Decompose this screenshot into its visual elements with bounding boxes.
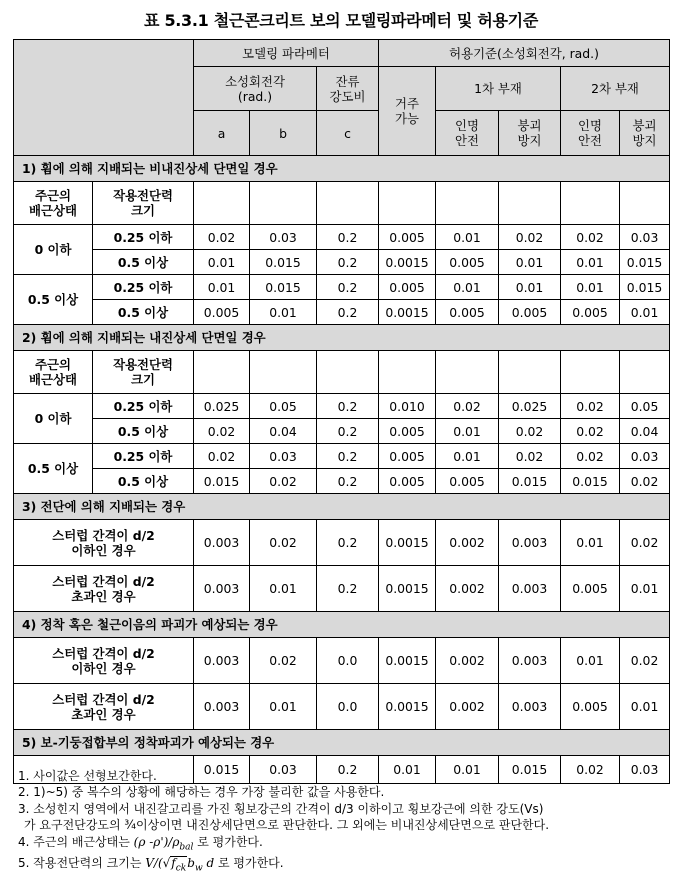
note-5-f: f <box>171 856 176 871</box>
value-cell: 0.02 <box>194 444 250 469</box>
note-5-w: w <box>194 863 203 874</box>
value-cell: 0.03 <box>250 756 317 784</box>
value-cell: 0.005 <box>499 300 561 325</box>
section2-shear-header <box>93 351 194 394</box>
table-row <box>14 469 670 494</box>
shear-level: 0.5 이상 <box>93 250 194 275</box>
value-cell: 0.02 <box>620 638 670 684</box>
value-cell: 0.0 <box>317 638 379 684</box>
value-cell: 0.05 <box>620 394 670 419</box>
stirrup-condition-line1: 스터럽 간격이 d/2 <box>52 645 155 661</box>
stirrup-condition <box>14 684 194 730</box>
value-cell: 0.01 <box>499 250 561 275</box>
value-cell: 0.003 <box>499 520 561 566</box>
value-cell: 0.015 <box>620 275 670 300</box>
blank-cell <box>561 182 620 225</box>
blank-cell <box>317 351 379 394</box>
value-cell: 0.005 <box>436 469 499 494</box>
table-row <box>14 444 670 469</box>
note-5-ck: ck <box>175 863 187 874</box>
header-occupancy-line1: 거주 <box>395 96 419 111</box>
header-residual-strength <box>317 67 379 111</box>
value-cell: 0.02 <box>436 394 499 419</box>
stirrup-condition <box>14 520 194 566</box>
value-cell: 0.2 <box>317 469 379 494</box>
value-cell: 0.03 <box>620 444 670 469</box>
header-cp-line1: 붕괴 <box>517 118 542 133</box>
value-cell: 0.01 <box>499 275 561 300</box>
value-cell: 0.0 <box>317 684 379 730</box>
blank-cell <box>250 182 317 225</box>
value-cell: 0.002 <box>436 566 499 612</box>
stirrup-condition-line1: 스터럽 간격이 d/2 <box>52 573 155 589</box>
value-cell: 0.04 <box>250 419 317 444</box>
value-cell: 0.0015 <box>379 638 436 684</box>
value-cell: 0.002 <box>436 638 499 684</box>
value-cell: 0.005 <box>436 300 499 325</box>
header-occupancy-line2: 가능 <box>395 111 419 126</box>
table-row <box>14 394 670 419</box>
footnotes <box>18 768 678 877</box>
value-cell: 0.02 <box>499 225 561 250</box>
section1-shear-header <box>93 182 194 225</box>
section3-title: 3) 전단에 의해 지배되는 경우 <box>14 494 670 520</box>
reinf-state: 0 이하 <box>14 225 93 275</box>
value-cell: 0.04 <box>620 419 670 444</box>
section1-reinf-header <box>14 182 93 225</box>
value-cell: 0.01 <box>436 275 499 300</box>
table-row <box>14 419 670 444</box>
note-5-formula-v: V/( <box>145 856 163 871</box>
section4-title: 4) 정착 혹은 철근이음의 파괴가 예상되는 경우 <box>14 612 670 638</box>
value-cell: 0.2 <box>317 250 379 275</box>
value-cell: 0.015 <box>194 469 250 494</box>
value-cell: 0.02 <box>194 225 250 250</box>
header-residual-line2: 강도비 <box>329 88 366 104</box>
reinf-header-line2: 배근상태 <box>29 372 77 387</box>
header-acceptance-criteria: 허용기준(소성회전각, rad.) <box>379 40 670 67</box>
header-immediate-occupancy <box>379 67 436 156</box>
value-cell: 0.01 <box>561 638 620 684</box>
header-primary-life-safety <box>436 111 499 156</box>
value-cell: 0.2 <box>317 756 379 784</box>
value-cell: 0.2 <box>317 225 379 250</box>
value-cell: 0.01 <box>436 444 499 469</box>
value-cell: 0.0015 <box>379 300 436 325</box>
blank-cell <box>317 182 379 225</box>
blank-cell <box>436 182 499 225</box>
shear-level: 0.25 이하 <box>93 394 194 419</box>
blank-cell <box>561 351 620 394</box>
reinf-header-line1: 주근의 <box>35 357 71 372</box>
header-ls2-line2: 안전 <box>578 133 602 148</box>
value-cell: 0.02 <box>499 444 561 469</box>
header-col-b: b <box>250 111 317 156</box>
value-cell: 0.005 <box>379 444 436 469</box>
header-col-c: c <box>317 111 379 156</box>
value-cell: 0.010 <box>379 394 436 419</box>
value-cell: 0.01 <box>561 275 620 300</box>
value-cell: 0.01 <box>620 684 670 730</box>
table-row <box>14 250 670 275</box>
value-cell: 0.01 <box>250 566 317 612</box>
blank-cell <box>379 182 436 225</box>
section2-reinf-header <box>14 351 93 394</box>
header-primary-member: 1차 부재 <box>436 67 561 111</box>
note-3b: 가 요구전단강도의 ¾이상이면 내진상세단면으로 판단한다. 그 외에는 비내진상세단면으로 판단한다. <box>24 818 550 833</box>
value-cell: 0.02 <box>499 419 561 444</box>
shear-header-line2: 크기 <box>131 203 155 218</box>
shear-level: 0.25 이하 <box>93 444 194 469</box>
reinf-state: 0 이하 <box>14 394 93 444</box>
value-cell: 0.015 <box>250 275 317 300</box>
value-cell: 0.005 <box>379 469 436 494</box>
note-3a: 3. 소성힌지 영역에서 내진갈고리를 가진 횡보강근의 간격이 d/3 이하이고 횡보강근에 의한 강도(Vs) <box>18 801 544 816</box>
value-cell: 0.05 <box>250 394 317 419</box>
header-ls2-line1: 인명 <box>578 118 602 133</box>
shear-level: 0.25 이하 <box>93 275 194 300</box>
note-5-prefix: 5. 작용전단력의 크기는 <box>18 856 142 871</box>
value-cell: 0.02 <box>250 638 317 684</box>
value-cell: 0.01 <box>194 275 250 300</box>
header-secondary-collapse <box>620 111 670 156</box>
value-cell: 0.003 <box>194 566 250 612</box>
value-cell: 0.2 <box>317 300 379 325</box>
value-cell: 0.005 <box>194 300 250 325</box>
table-row <box>14 566 670 612</box>
value-cell: 0.015 <box>499 756 561 784</box>
blank-cell <box>379 351 436 394</box>
value-cell: 0.015 <box>250 250 317 275</box>
header-modeling-params: 모델링 파라메터 <box>194 40 379 67</box>
header-residual-line1: 잔류 <box>335 73 360 89</box>
value-cell: 0.025 <box>499 394 561 419</box>
reinf-header-line1: 주근의 <box>35 188 71 203</box>
header-ls-line2: 안전 <box>455 133 479 148</box>
header-plastic-rotation <box>194 67 317 111</box>
blank-cell <box>499 182 561 225</box>
table-row <box>14 520 670 566</box>
blank-cell <box>194 182 250 225</box>
header-cp-line2: 방지 <box>517 133 542 148</box>
note-4-formula: (ρ -ρ')/ρ <box>133 834 180 849</box>
value-cell: 0.0015 <box>379 520 436 566</box>
value-cell: 0.01 <box>561 520 620 566</box>
value-cell: 0.03 <box>250 225 317 250</box>
table-title: 표 5.3.1 철근콘크리트 보의 모델링파라메터 및 허용기준 <box>144 11 538 30</box>
value-cell: 0.01 <box>250 300 317 325</box>
value-cell: 0.03 <box>620 756 670 784</box>
value-cell: 0.02 <box>620 469 670 494</box>
section5-title: 5) 보-기둥접합부의 정착파괴가 예상되는 경우 <box>14 730 670 756</box>
sqrt-icon: √ <box>162 856 171 871</box>
header-col-a: a <box>194 111 250 156</box>
value-cell: 0.003 <box>499 566 561 612</box>
shear-level: 0.5 이상 <box>93 469 194 494</box>
value-cell: 0.003 <box>194 520 250 566</box>
shear-level: 0.25 이하 <box>93 225 194 250</box>
value-cell: 0.01 <box>620 300 670 325</box>
value-cell: 0.2 <box>317 275 379 300</box>
value-cell: 0.005 <box>561 684 620 730</box>
blank-cell <box>436 351 499 394</box>
table-row <box>14 275 670 300</box>
value-cell: 0.02 <box>194 419 250 444</box>
note-4-prefix: 4. 주근의 배근상태는 <box>18 834 130 849</box>
stirrup-condition-line1: 스터럽 간격이 d/2 <box>52 527 155 543</box>
reinf-state: 0.5 이상 <box>14 275 93 325</box>
value-cell: 0.005 <box>379 419 436 444</box>
note-4-formula-sub: bal <box>179 842 194 853</box>
header-plastic-rotation-line2: (rad.) <box>237 88 273 104</box>
section1-title: 1) 휨에 의해 지배되는 비내진상세 단면일 경우 <box>14 156 670 182</box>
value-cell: 0.02 <box>561 444 620 469</box>
value-cell: 0.01 <box>620 566 670 612</box>
stirrup-condition-line2: 이하인 경우 <box>71 542 136 558</box>
value-cell: 0.02 <box>250 520 317 566</box>
value-cell: 0.02 <box>561 225 620 250</box>
stirrup-condition-line1: 스터럽 간격이 d/2 <box>52 691 155 707</box>
note-4-suffix: 로 평가한다. <box>197 834 263 849</box>
stirrup-condition-line2: 초과인 경우 <box>71 588 136 604</box>
value-cell: 0.2 <box>317 419 379 444</box>
value-cell: 0.005 <box>436 250 499 275</box>
header-plastic-rotation-line1: 소성회전각 <box>225 73 285 89</box>
value-cell: 0.2 <box>317 444 379 469</box>
blank-cell <box>620 351 670 394</box>
value-cell: 0.01 <box>379 756 436 784</box>
header-secondary-member: 2차 부재 <box>561 67 670 111</box>
value-cell: 0.003 <box>194 638 250 684</box>
value-cell: 0.0015 <box>379 566 436 612</box>
value-cell: 0.01 <box>436 756 499 784</box>
table-row <box>14 684 670 730</box>
value-cell: 0.005 <box>561 566 620 612</box>
value-cell: 0.02 <box>250 469 317 494</box>
note-5-b: b <box>187 856 195 871</box>
value-cell: 0.015 <box>620 250 670 275</box>
note-5 <box>18 855 678 877</box>
value-cell: 0.002 <box>436 684 499 730</box>
stirrup-condition-line2: 이하인 경우 <box>71 660 136 676</box>
modeling-parameter-table <box>13 39 670 784</box>
value-cell: 0.03 <box>620 225 670 250</box>
value-cell: 0.003 <box>499 684 561 730</box>
stirrup-condition-line2: 초과인 경우 <box>71 706 136 722</box>
shear-level: 0.5 이상 <box>93 300 194 325</box>
table-row <box>14 638 670 684</box>
note-1: 1. 사이값은 선형보간한다. <box>18 769 157 783</box>
header-ls-line1: 인명 <box>455 118 479 133</box>
shear-header-line1: 작용전단력 <box>113 188 173 203</box>
reinf-state: 0.5 이상 <box>14 444 93 494</box>
shear-level: 0.5 이상 <box>93 419 194 444</box>
note-5-suffix: 로 평가한다. <box>218 856 284 871</box>
value-cell: 0.03 <box>250 444 317 469</box>
value-cell: 0.02 <box>620 520 670 566</box>
table-row <box>14 300 670 325</box>
value-cell: 0.005 <box>379 275 436 300</box>
shear-header-line2: 크기 <box>131 372 155 387</box>
shear-header-line1: 작용전단력 <box>113 357 173 372</box>
stirrup-condition <box>14 566 194 612</box>
blank-cell <box>499 351 561 394</box>
header-cp2-line1: 붕괴 <box>632 118 657 133</box>
value-cell: 0.2 <box>317 394 379 419</box>
header-primary-collapse <box>499 111 561 156</box>
table-row <box>14 225 670 250</box>
stirrup-condition <box>14 638 194 684</box>
reinf-header-line2: 배근상태 <box>29 203 77 218</box>
header-secondary-life-safety <box>561 111 620 156</box>
value-cell: 0.015 <box>499 469 561 494</box>
value-cell: 0.2 <box>317 520 379 566</box>
value-cell: 0.01 <box>561 250 620 275</box>
value-cell: 0.2 <box>317 566 379 612</box>
blank-cell <box>250 351 317 394</box>
note-5-d: d <box>206 856 215 871</box>
header-blank-cell <box>14 40 194 156</box>
value-cell: 0.025 <box>194 394 250 419</box>
value-cell: 0.0015 <box>379 250 436 275</box>
note-2: 2. 1)~5) 중 복수의 상황에 해당하는 경우 가장 불리한 값을 사용한다. <box>18 785 385 800</box>
value-cell: 0.01 <box>250 684 317 730</box>
value-cell: 0.01 <box>436 225 499 250</box>
value-cell: 0.0015 <box>379 684 436 730</box>
header-cp2-line2: 방지 <box>632 133 657 148</box>
value-cell: 0.02 <box>561 394 620 419</box>
value-cell: 0.01 <box>436 419 499 444</box>
blank-cell <box>194 351 250 394</box>
value-cell: 0.005 <box>561 300 620 325</box>
value-cell: 0.005 <box>379 225 436 250</box>
value-cell: 0.02 <box>561 756 620 784</box>
section2-title: 2) 휨에 의해 지배되는 내진상세 단면일 경우 <box>14 325 670 351</box>
value-cell: 0.003 <box>194 684 250 730</box>
value-cell: 0.01 <box>194 250 250 275</box>
value-cell: 0.015 <box>194 756 250 784</box>
note-5-radicand <box>170 856 187 875</box>
blank-cell <box>620 182 670 225</box>
value-cell: 0.02 <box>561 419 620 444</box>
value-cell: 0.003 <box>499 638 561 684</box>
note-4 <box>18 834 678 856</box>
value-cell: 0.015 <box>561 469 620 494</box>
value-cell: 0.002 <box>436 520 499 566</box>
